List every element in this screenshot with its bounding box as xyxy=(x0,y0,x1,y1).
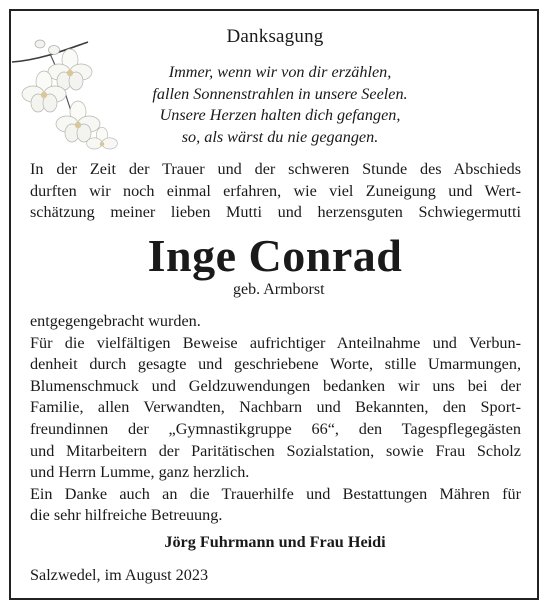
body-line: und Herrn Lumme, ganz herzlich. xyxy=(30,463,250,482)
poem-line: Immer, wenn wir von dir erzählen, xyxy=(168,63,392,81)
intro-paragraph xyxy=(30,159,521,224)
intro-line: schätzung meiner lieben Mutti und herzensguten Schwiegermutti xyxy=(30,203,521,222)
body-line: Familie, allen Verwandten, Nachbarn und Bekannten, den Sport- xyxy=(30,398,521,417)
deceased-name: Inge Conrad xyxy=(147,230,403,281)
body-line: freundinnen der „Gymnastikgruppe 66“, den Tagespflegegästen xyxy=(30,419,521,438)
body-line: Blumenschmuck und Geldzuwendungen bedanken wir uns bei der xyxy=(30,376,521,395)
body-line: Ein Danke auch an die Trauerhilfe und Bestattungen Mähren für xyxy=(30,484,521,503)
poem-line: so, als wärst du nie gegangen. xyxy=(181,127,379,146)
body-line: entgegengebracht wurden. xyxy=(30,312,201,330)
notice-heading: Danksagung xyxy=(226,26,324,47)
poem-line: Unsere Herzen halten dich gefangen, xyxy=(159,106,401,124)
intro-line: durften wir noch einmal erfahren, wie viel Zuneigung und Wert- xyxy=(30,181,521,200)
thanks-paragraph xyxy=(30,311,521,527)
body-line: die sehr hilfreiche Betreuung. xyxy=(30,506,223,525)
body-line: denheit durch gesagte und geschriebene Worte, stille Umarmungen, xyxy=(30,355,521,374)
poem-line: fallen Sonnenstrahlen in unsere Seelen. xyxy=(152,84,408,103)
body-line: Für die vielfältigen Beweise aufrichtiger Anteilnahme und Verbun- xyxy=(30,333,521,352)
signature: Jörg Fuhrmann und Frau Heidi xyxy=(164,533,386,551)
memorial-poem xyxy=(130,62,430,148)
body-line: und Mitarbeitern der Paritätischen Sozialstation, sowie Frau Scholz xyxy=(30,441,521,460)
orchid-flower-icon xyxy=(10,30,130,150)
intro-line: In der Zeit der Trauer und der schweren Stunde des Abschieds xyxy=(30,160,521,178)
maiden-name: geb. Armborst xyxy=(233,281,325,298)
place-date: Salzwedel, im August 2023 xyxy=(30,566,209,584)
